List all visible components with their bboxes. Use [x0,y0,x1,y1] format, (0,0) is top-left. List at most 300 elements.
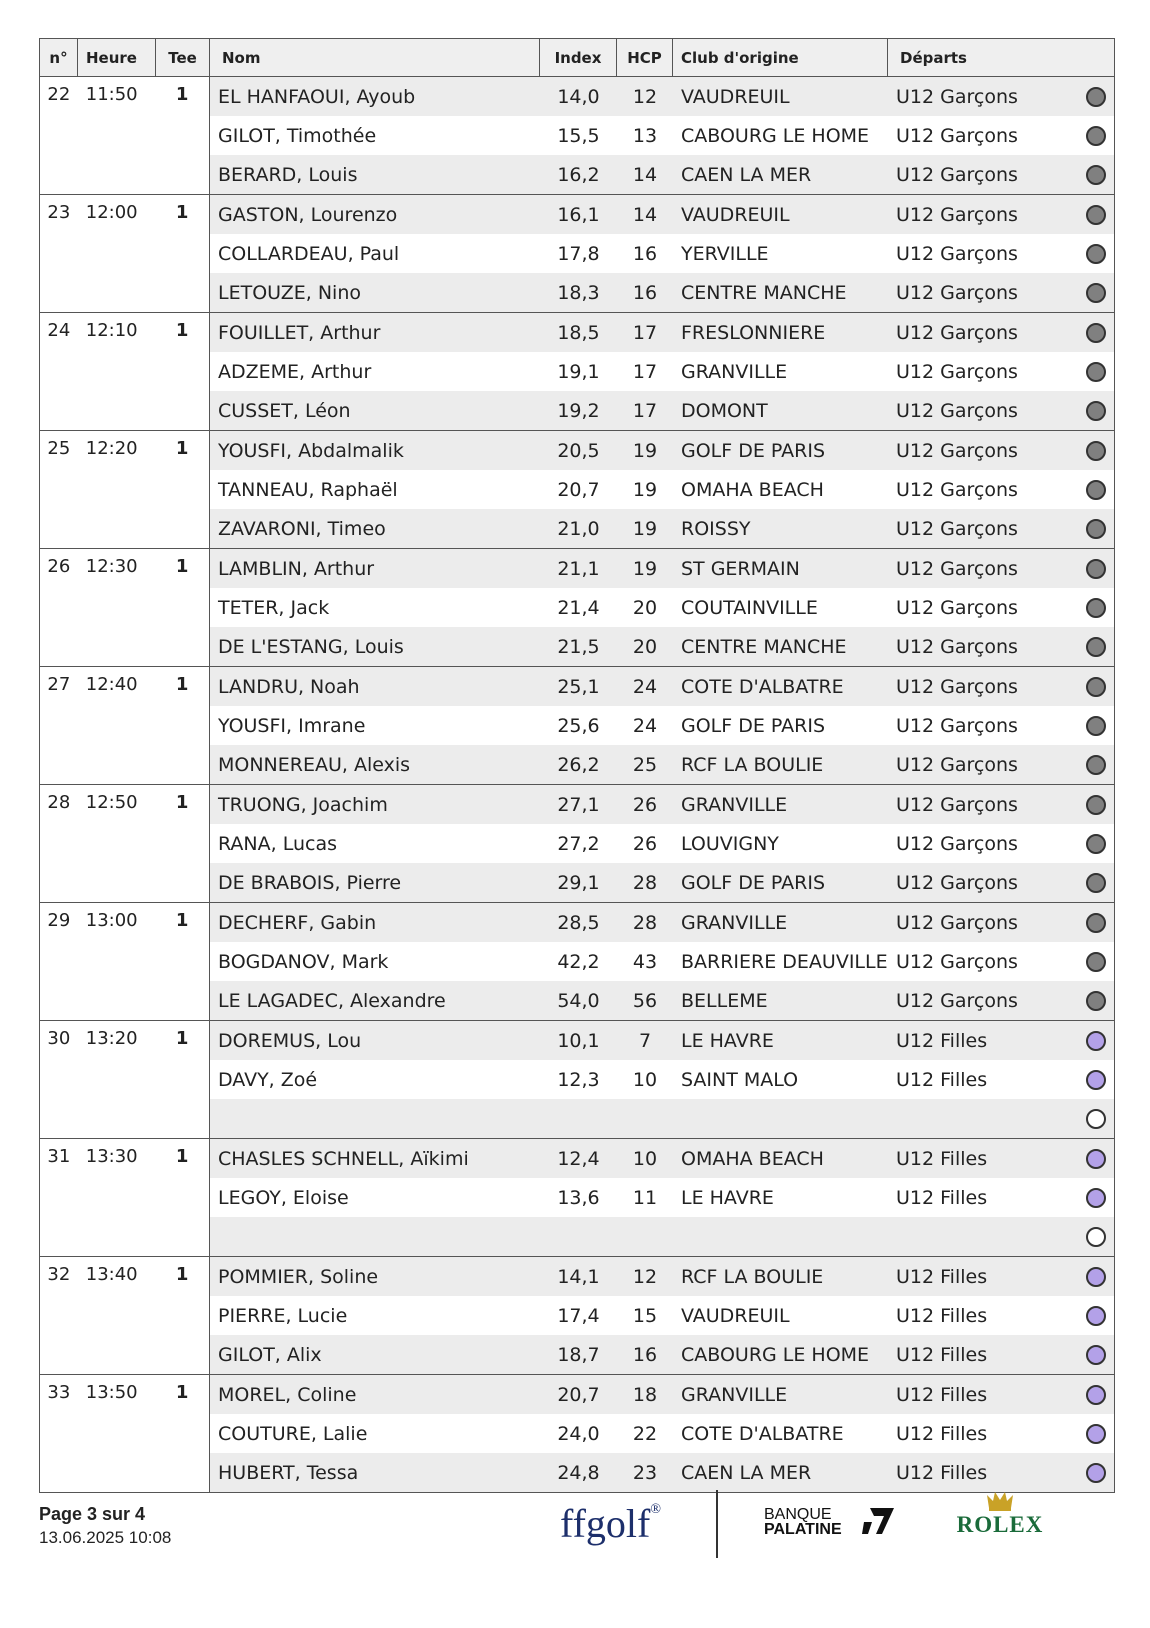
player-club: GRANVILLE [681,360,788,383]
table-row [210,706,1114,745]
player-name: RANA, Lucas [218,832,338,855]
player-name: TRUONG, Joachim [218,793,388,816]
group-info [40,431,210,548]
player-depart: U12 Filles [896,1068,988,1091]
player-name: DECHERF, Gabin [218,911,377,934]
depart-marker [1078,362,1114,382]
tee-group [40,1138,1114,1256]
header-hcp: HCP [617,39,673,76]
group-players [210,1139,1114,1256]
player-index: 21,1 [557,557,600,580]
player-name: LANDRU, Noah [218,675,360,698]
player-depart: U12 Garçons [896,203,1018,226]
player-hcp: 10 [632,1147,658,1170]
group-info [40,313,210,430]
group-time: 13:30 [85,1146,138,1167]
group-number: 27 [47,674,71,695]
tee-group [40,194,1114,312]
circle-icon [1086,126,1106,146]
group-time: 13:50 [85,1382,138,1403]
player-index: 26,2 [557,753,600,776]
table-row [210,627,1114,666]
ffgolf-logo-text: ffgolf [560,1501,651,1546]
player-hcp: 14 [632,163,658,186]
player-club: LE HAVRE [681,1029,774,1052]
circle-icon [1086,1070,1106,1090]
header-departs: Départs [900,48,967,67]
player-name: CHASLES SCHNELL, Aïkimi [218,1147,469,1170]
player-index: 20,7 [557,1383,600,1406]
table-row [210,1257,1114,1296]
table-row [210,155,1114,194]
player-name: GASTON, Lourenzo [218,203,398,226]
player-hcp: 16 [632,281,658,304]
logo-divider [716,1490,718,1558]
player-index: 21,4 [557,596,600,619]
table-row [210,391,1114,430]
player-club: LOUVIGNY [681,832,779,855]
page-number: Page 3 sur 4 [39,1504,146,1524]
player-hcp: 15 [632,1304,658,1327]
table-row [210,903,1114,942]
circle-icon [1086,401,1106,421]
player-club: SAINT MALO [681,1068,799,1091]
table-row [210,273,1114,312]
group-tee: 1 [175,910,189,931]
player-index: 21,0 [557,517,600,540]
player-depart: U12 Garçons [896,793,1018,816]
player-depart: U12 Garçons [896,871,1018,894]
player-club: BARRIERE DEAUVILLE [681,950,888,973]
player-depart: U12 Garçons [896,281,1018,304]
group-players [210,903,1114,1020]
player-depart: U12 Filles [896,1147,988,1170]
table-row [210,1139,1114,1178]
player-depart: U12 Garçons [896,675,1018,698]
page-footer [0,1500,1150,1610]
player-index: 17,4 [557,1304,600,1327]
circle-icon [1086,637,1106,657]
depart-marker [1078,1031,1114,1051]
player-name: ZAVARONI, Timeo [218,517,386,540]
circle-icon [1086,362,1106,382]
player-name: CUSSET, Léon [218,399,351,422]
player-index: 17,8 [557,242,600,265]
player-name: COUTURE, Lalie [218,1422,368,1445]
depart-marker [1078,677,1114,697]
group-time: 12:30 [85,556,138,577]
player-depart: U12 Filles [896,1265,988,1288]
player-depart: U12 Filles [896,1461,988,1484]
circle-icon [1086,952,1106,972]
player-club: CABOURG LE HOME [681,1343,870,1366]
depart-marker [1078,1227,1114,1247]
player-depart: U12 Garçons [896,124,1018,147]
player-depart: U12 Garçons [896,911,1018,934]
group-players [210,667,1114,784]
group-tee: 1 [175,1028,189,1049]
tee-time-table [39,38,1115,1493]
player-index: 19,1 [557,360,600,383]
depart-marker [1078,952,1114,972]
table-row [210,1296,1114,1335]
circle-icon [1086,1109,1106,1129]
circle-icon [1086,1267,1106,1287]
group-players [210,195,1114,312]
player-depart: U12 Garçons [896,517,1018,540]
player-hcp: 18 [632,1383,658,1406]
depart-marker [1078,991,1114,1011]
player-depart: U12 Filles [896,1383,988,1406]
header-club: Club d'origine [673,39,888,76]
depart-marker [1078,441,1114,461]
player-hcp: 7 [638,1029,652,1052]
player-hcp: 26 [632,832,658,855]
table-row [210,1335,1114,1374]
group-number: 28 [47,792,71,813]
player-club: FRESLONNIERE [681,321,826,344]
table-row [210,667,1114,706]
player-index: 25,1 [557,675,600,698]
tee-group [40,902,1114,1020]
player-depart: U12 Garçons [896,321,1018,344]
depart-marker [1078,480,1114,500]
player-name: BERARD, Louis [218,163,358,186]
group-time: 13:00 [85,910,138,931]
circle-icon [1086,519,1106,539]
table-header [40,39,1114,77]
group-players [210,313,1114,430]
player-club: CENTRE MANCHE [681,635,847,658]
player-depart: U12 Garçons [896,714,1018,737]
depart-marker [1078,755,1114,775]
player-club: ST GERMAIN [681,557,800,580]
player-club: GOLF DE PARIS [681,871,826,894]
player-name: TETER, Jack [218,596,330,619]
player-hcp: 16 [632,242,658,265]
player-index: 21,5 [557,635,600,658]
depart-marker [1078,1188,1114,1208]
circle-icon [1086,323,1106,343]
player-club: VAUDREUIL [681,203,790,226]
depart-marker [1078,598,1114,618]
table-row [210,1375,1114,1414]
group-players [210,1257,1114,1374]
player-hcp: 56 [632,989,658,1012]
group-tee: 1 [175,1382,189,1403]
player-name: BOGDANOV, Mark [218,950,389,973]
player-hcp: 22 [632,1422,658,1445]
depart-marker [1078,1385,1114,1405]
player-index: 28,5 [557,911,600,934]
player-hcp: 28 [632,911,658,934]
player-hcp: 20 [632,635,658,658]
table-row [210,1178,1114,1217]
player-depart: U12 Garçons [896,832,1018,855]
group-time: 11:50 [85,84,138,105]
player-depart: U12 Garçons [896,85,1018,108]
player-name: MONNEREAU, Alexis [218,753,411,776]
player-depart: U12 Garçons [896,753,1018,776]
player-depart: U12 Garçons [896,439,1018,462]
player-name: LE LAGADEC, Alexandre [218,989,446,1012]
table-row [210,942,1114,981]
player-index: 42,2 [557,950,600,973]
group-number: 31 [47,1146,71,1167]
tee-group [40,784,1114,902]
group-number: 23 [47,202,71,223]
circle-icon [1086,755,1106,775]
player-depart: U12 Filles [896,1422,988,1445]
circle-icon [1086,1424,1106,1444]
player-club: VAUDREUIL [681,85,790,108]
group-info [40,1021,210,1138]
group-players [210,77,1114,194]
circle-icon [1086,991,1106,1011]
table-row [210,785,1114,824]
player-hcp: 12 [632,85,658,108]
player-name: HUBERT, Tessa [218,1461,359,1484]
circle-icon [1086,559,1106,579]
circle-icon [1086,283,1106,303]
player-index: 20,5 [557,439,600,462]
circle-icon [1086,441,1106,461]
player-depart: U12 Filles [896,1029,988,1052]
player-club: OMAHA BEACH [681,478,824,501]
table-row [210,1414,1114,1453]
group-tee: 1 [175,674,189,695]
rolex-crown-icon [986,1490,1014,1512]
player-index: 54,0 [557,989,600,1012]
table-row [210,77,1114,116]
depart-marker [1078,873,1114,893]
player-name: POMMIER, Soline [218,1265,379,1288]
table-row [210,1021,1114,1060]
player-hcp: 14 [632,203,658,226]
group-players [210,785,1114,902]
player-club: RCF LA BOULIE [681,1265,824,1288]
group-tee: 1 [175,1264,189,1285]
circle-icon [1086,598,1106,618]
player-hcp: 19 [632,517,658,540]
registered-icon: ® [650,1502,661,1517]
player-index: 20,7 [557,478,600,501]
banque-palatine-line2: PALATINE [764,1521,842,1538]
player-hcp: 24 [632,675,658,698]
player-index: 29,1 [557,871,600,894]
player-index: 19,2 [557,399,600,422]
table-row [210,588,1114,627]
player-hcp: 17 [632,399,658,422]
group-info [40,549,210,666]
player-hcp: 17 [632,321,658,344]
table-row [210,824,1114,863]
player-index: 13,6 [557,1186,600,1209]
table-row [210,1099,1114,1138]
table-row [210,1453,1114,1492]
player-index: 12,4 [557,1147,600,1170]
table-row [210,863,1114,902]
group-time: 13:20 [85,1028,138,1049]
player-hcp: 28 [632,871,658,894]
player-index: 14,0 [557,85,600,108]
tee-group [40,548,1114,666]
player-hcp: 13 [632,124,658,147]
tee-group [40,1020,1114,1138]
tee-group [40,1256,1114,1374]
player-hcp: 10 [632,1068,658,1091]
player-depart: U12 Garçons [896,596,1018,619]
group-number: 32 [47,1264,71,1285]
player-club: LE HAVRE [681,1186,774,1209]
group-players [210,549,1114,666]
circle-icon [1086,1227,1106,1247]
depart-marker [1078,165,1114,185]
player-depart: U12 Garçons [896,163,1018,186]
table-row [210,234,1114,273]
group-tee: 1 [175,320,189,341]
group-tee: 1 [175,202,189,223]
tee-group [40,312,1114,430]
player-depart: U12 Garçons [896,478,1018,501]
player-depart: U12 Garçons [896,950,1018,973]
circle-icon [1086,1188,1106,1208]
player-depart: U12 Garçons [896,399,1018,422]
player-index: 16,1 [557,203,600,226]
groups-container [40,77,1114,1492]
group-info [40,1257,210,1374]
rolex-logo [950,1490,1050,1538]
table-row [210,1217,1114,1256]
circle-icon [1086,834,1106,854]
player-club: GRANVILLE [681,1383,788,1406]
depart-marker [1078,1463,1114,1483]
player-club: ROISSY [681,517,751,540]
group-time: 12:00 [85,202,138,223]
player-name: LETOUZE, Nino [218,281,361,304]
player-index: 12,3 [557,1068,600,1091]
player-index: 18,7 [557,1343,600,1366]
player-club: GRANVILLE [681,793,788,816]
group-players [210,431,1114,548]
player-depart: U12 Filles [896,1343,988,1366]
player-club: CENTRE MANCHE [681,281,847,304]
player-name: GILOT, Alix [218,1343,322,1366]
group-time: 12:20 [85,438,138,459]
table-row [210,313,1114,352]
rolex-wordmark: ROLEX [956,1512,1044,1537]
group-info [40,903,210,1020]
player-index: 14,1 [557,1265,600,1288]
group-time: 13:40 [85,1264,138,1285]
circle-icon [1086,873,1106,893]
group-number: 33 [47,1382,71,1403]
player-club: DOMONT [681,399,768,422]
player-index: 18,5 [557,321,600,344]
player-name: EL HANFAOUI, Ayoub [218,85,416,108]
player-club: BELLEME [681,989,768,1012]
player-name: DE L'ESTANG, Louis [218,635,404,658]
circle-icon [1086,480,1106,500]
player-hcp: 17 [632,360,658,383]
player-index: 27,1 [557,793,600,816]
group-info [40,667,210,784]
group-number: 29 [47,910,71,931]
table-row [210,745,1114,784]
player-depart: U12 Filles [896,1304,988,1327]
group-time: 12:10 [85,320,138,341]
table-row [210,431,1114,470]
player-hcp: 12 [632,1265,658,1288]
player-name: DOREMUS, Lou [218,1029,362,1052]
depart-marker [1078,519,1114,539]
group-players [210,1375,1114,1492]
ffgolf-logo [560,1500,661,1547]
player-hcp: 23 [632,1461,658,1484]
circle-icon [1086,795,1106,815]
group-time: 12:50 [85,792,138,813]
player-index: 27,2 [557,832,600,855]
group-tee: 1 [175,84,189,105]
depart-marker [1078,205,1114,225]
player-club: GOLF DE PARIS [681,714,826,737]
table-row [210,1060,1114,1099]
player-hcp: 43 [632,950,658,973]
player-depart: U12 Garçons [896,557,1018,580]
banque-palatine-logo [764,1506,904,1546]
player-name: GILOT, Timothée [218,124,377,147]
depart-marker [1078,1070,1114,1090]
group-info [40,195,210,312]
player-club: GOLF DE PARIS [681,439,826,462]
tee-group [40,430,1114,548]
player-depart: U12 Filles [896,1186,988,1209]
depart-marker [1078,1149,1114,1169]
circle-icon [1086,1385,1106,1405]
group-number: 30 [47,1028,71,1049]
player-index: 25,6 [557,714,600,737]
player-club: CAEN LA MER [681,163,812,186]
player-name: PIERRE, Lucie [218,1304,348,1327]
table-row [210,470,1114,509]
group-tee: 1 [175,792,189,813]
depart-marker [1078,913,1114,933]
header-num: n° [40,39,78,76]
player-hcp: 16 [632,1343,658,1366]
player-club: VAUDREUIL [681,1304,790,1327]
palatine-mark-icon [862,1506,896,1536]
player-hcp: 20 [632,596,658,619]
group-tee: 1 [175,438,189,459]
depart-marker [1078,1424,1114,1444]
depart-marker [1078,1345,1114,1365]
group-tee: 1 [175,1146,189,1167]
group-info [40,785,210,902]
table-row [210,549,1114,588]
player-index: 18,3 [557,281,600,304]
group-info [40,1139,210,1256]
player-depart: U12 Garçons [896,360,1018,383]
player-name: YOUSFI, Abdalmalik [218,439,404,462]
group-number: 22 [47,84,71,105]
player-depart: U12 Garçons [896,242,1018,265]
depart-marker [1078,559,1114,579]
table-row [210,352,1114,391]
group-info [40,1375,210,1492]
circle-icon [1086,205,1106,225]
player-hcp: 24 [632,714,658,737]
tee-group [40,77,1114,194]
